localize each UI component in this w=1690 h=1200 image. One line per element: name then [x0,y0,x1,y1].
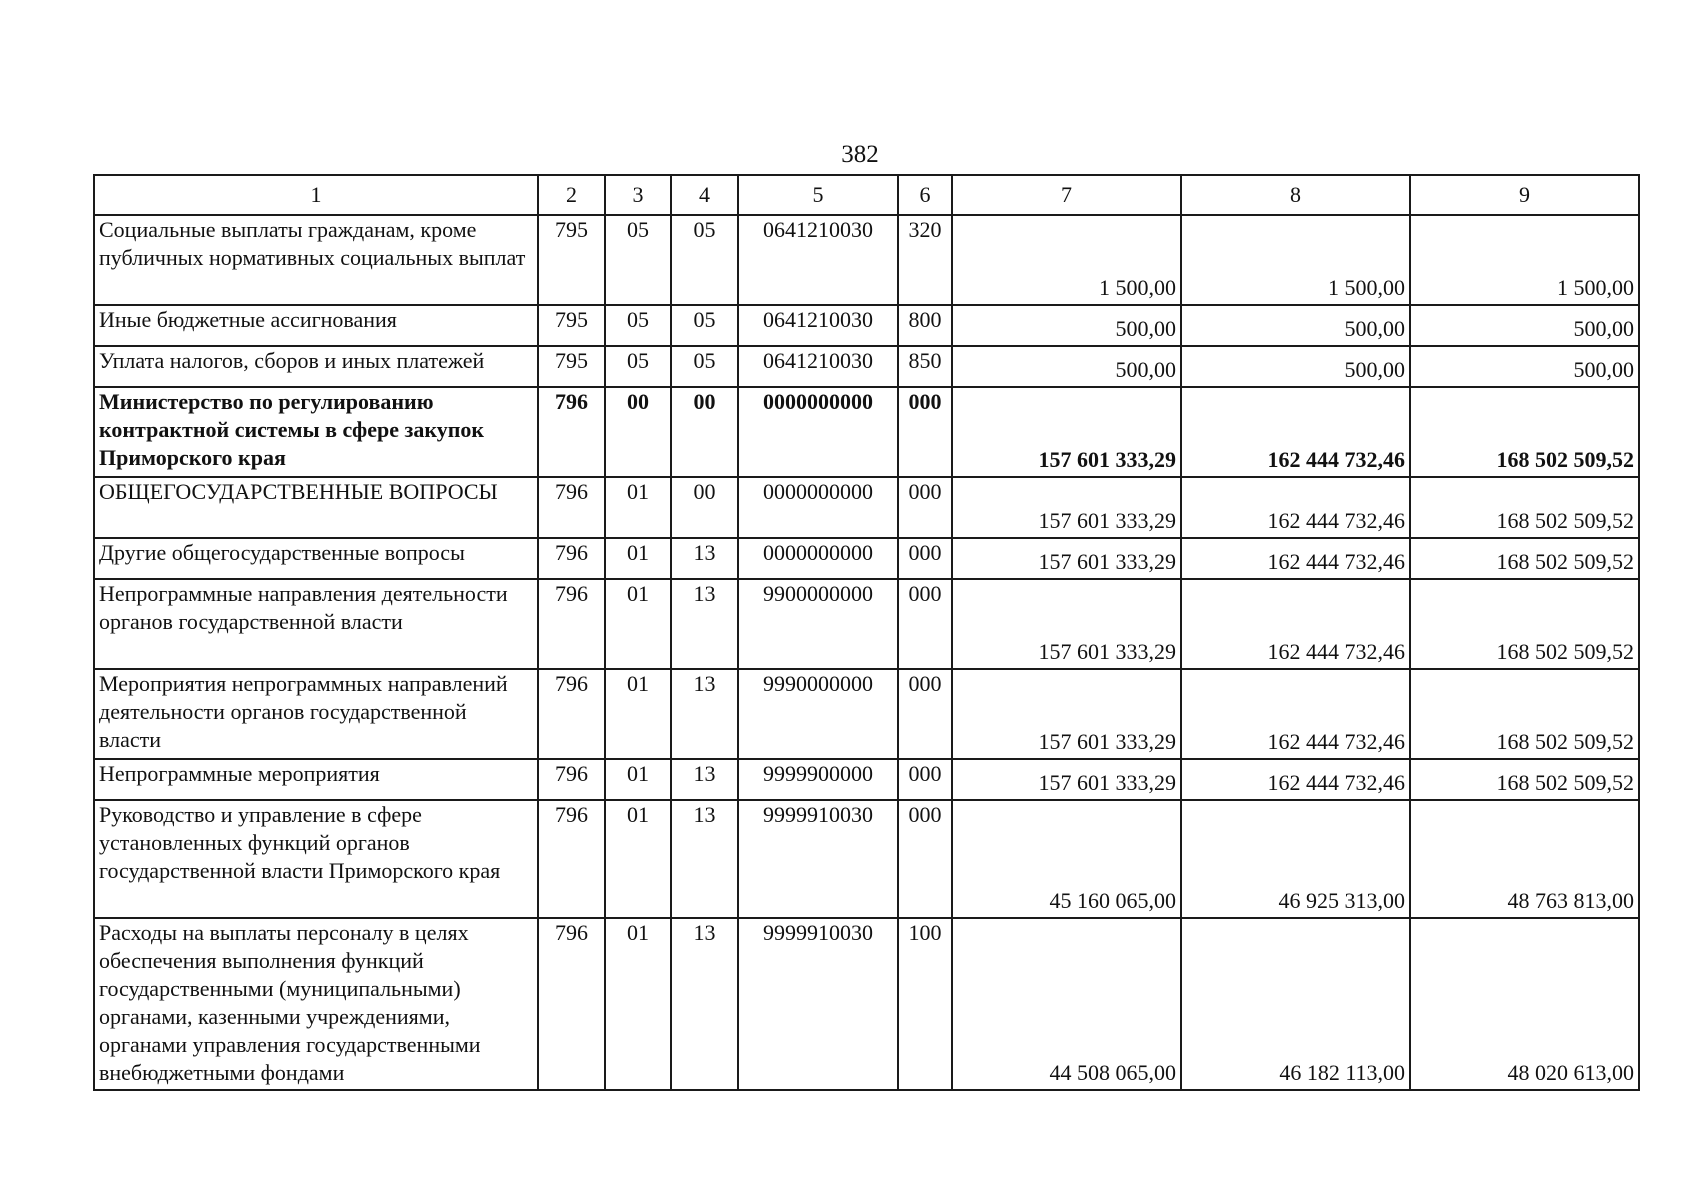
target-article-cell: 0641210030 [738,215,898,305]
code-cell: 796 [538,669,605,759]
amount-cell: 157 601 333,29 [952,669,1181,759]
expense-type-cell: 000 [898,800,952,918]
target-article-cell: 0641210030 [738,346,898,387]
table-row [94,800,1639,918]
section-cell: 01 [605,800,671,918]
amount-cell: 162 444 732,46 [1181,669,1410,759]
expense-type-cell: 000 [898,579,952,669]
amount-cell: 168 502 509,52 [1410,477,1639,538]
amount-cell: 162 444 732,46 [1181,579,1410,669]
section-cell: 01 [605,669,671,759]
table-row [94,759,1639,800]
expense-type-cell: 100 [898,918,952,1090]
code-cell: 796 [538,918,605,1090]
subsection-cell: 05 [671,215,738,305]
amount-cell: 44 508 065,00 [952,918,1181,1090]
expense-type-cell: 000 [898,387,952,477]
amount-cell: 157 601 333,29 [952,759,1181,800]
subsection-cell: 13 [671,759,738,800]
row-name-cell: Руководство и управление в сфере установленных функций органов государственной власти Приморского края [94,800,538,918]
table-row [94,918,1639,1090]
target-article-cell: 9900000000 [738,579,898,669]
amount-cell: 162 444 732,46 [1181,759,1410,800]
header-cell: 5 [738,175,898,215]
amount-cell: 157 601 333,29 [952,538,1181,579]
amount-cell: 157 601 333,29 [952,387,1181,477]
target-article-cell: 0000000000 [738,387,898,477]
amount-cell: 500,00 [1181,305,1410,346]
target-article-cell: 0000000000 [738,538,898,579]
row-name-cell: Мероприятия непрограммных направлений деятельности органов государственной власти [94,669,538,759]
code-cell: 796 [538,579,605,669]
subsection-cell: 13 [671,579,738,669]
subsection-cell: 13 [671,800,738,918]
section-cell: 05 [605,305,671,346]
page-number: 382 [841,141,879,168]
amount-cell: 500,00 [1181,346,1410,387]
amount-cell: 1 500,00 [1410,215,1639,305]
target-article-cell: 9999900000 [738,759,898,800]
expense-type-cell: 000 [898,477,952,538]
code-cell: 796 [538,800,605,918]
target-article-cell: 0000000000 [738,477,898,538]
amount-cell: 168 502 509,52 [1410,759,1639,800]
row-name-cell: Уплата налогов, сборов и иных платежей [94,346,538,387]
amount-cell: 168 502 509,52 [1410,387,1639,477]
subsection-cell: 13 [671,918,738,1090]
table-row [94,538,1639,579]
row-name-cell: ОБЩЕГОСУДАРСТВЕННЫЕ ВОПРОСЫ [94,477,538,538]
amount-cell: 162 444 732,46 [1181,387,1410,477]
code-cell: 796 [538,387,605,477]
row-name-cell: Расходы на выплаты персоналу в целях обеспечения выполнения функций государственными (муниципальными) органами, казенными учреждениями, органами управления государственными внебюджетными фондами [94,918,538,1090]
row-name-cell: Иные бюджетные ассигнования [94,305,538,346]
table-header-row [94,175,1639,215]
header-cell: 7 [952,175,1181,215]
target-article-cell: 9999910030 [738,918,898,1090]
section-cell: 00 [605,387,671,477]
amount-cell: 46 925 313,00 [1181,800,1410,918]
code-cell: 796 [538,538,605,579]
expense-type-cell: 850 [898,346,952,387]
subsection-cell: 00 [671,477,738,538]
table-row [94,215,1639,305]
subsection-cell: 05 [671,305,738,346]
amount-cell: 500,00 [952,346,1181,387]
target-article-cell: 9999910030 [738,800,898,918]
section-cell: 01 [605,538,671,579]
amount-cell: 162 444 732,46 [1181,477,1410,538]
amount-cell: 168 502 509,52 [1410,538,1639,579]
section-cell: 01 [605,759,671,800]
table-row [94,669,1639,759]
budget-table [93,174,1640,1091]
amount-cell: 162 444 732,46 [1181,538,1410,579]
amount-cell: 168 502 509,52 [1410,669,1639,759]
code-cell: 796 [538,759,605,800]
row-name-cell: Непрограммные направления деятельности органов государственной власти [94,579,538,669]
section-cell: 05 [605,346,671,387]
header-cell: 4 [671,175,738,215]
expense-type-cell: 000 [898,669,952,759]
code-cell: 795 [538,215,605,305]
target-article-cell: 0641210030 [738,305,898,346]
expense-type-cell: 000 [898,759,952,800]
section-cell: 01 [605,579,671,669]
amount-cell: 157 601 333,29 [952,477,1181,538]
header-cell: 2 [538,175,605,215]
row-name-cell: Министерство по регулированию контрактной системы в сфере закупок Приморского края [94,387,538,477]
amount-cell: 45 160 065,00 [952,800,1181,918]
table-row [94,477,1639,538]
subsection-cell: 13 [671,669,738,759]
amount-cell: 157 601 333,29 [952,579,1181,669]
table-row [94,346,1639,387]
amount-cell: 48 763 813,00 [1410,800,1639,918]
amount-cell: 500,00 [1410,305,1639,346]
row-name-cell: Другие общегосударственные вопросы [94,538,538,579]
header-cell: 1 [94,175,538,215]
header-cell: 8 [1181,175,1410,215]
section-cell: 05 [605,215,671,305]
section-cell: 01 [605,477,671,538]
header-cell: 6 [898,175,952,215]
table-row [94,305,1639,346]
code-cell: 795 [538,305,605,346]
amount-cell: 48 020 613,00 [1410,918,1639,1090]
row-name-cell: Непрограммные мероприятия [94,759,538,800]
header-cell: 3 [605,175,671,215]
header-cell: 9 [1410,175,1639,215]
expense-type-cell: 000 [898,538,952,579]
target-article-cell: 9990000000 [738,669,898,759]
amount-cell: 500,00 [1410,346,1639,387]
expense-type-cell: 800 [898,305,952,346]
row-name-cell: Социальные выплаты гражданам, кроме публичных нормативных социальных выплат [94,215,538,305]
amount-cell: 168 502 509,52 [1410,579,1639,669]
table-row [94,579,1639,669]
table-row [94,387,1639,477]
amount-cell: 1 500,00 [1181,215,1410,305]
subsection-cell: 05 [671,346,738,387]
subsection-cell: 00 [671,387,738,477]
amount-cell: 1 500,00 [952,215,1181,305]
code-cell: 796 [538,477,605,538]
amount-cell: 500,00 [952,305,1181,346]
code-cell: 795 [538,346,605,387]
expense-type-cell: 320 [898,215,952,305]
section-cell: 01 [605,918,671,1090]
subsection-cell: 13 [671,538,738,579]
amount-cell: 46 182 113,00 [1181,918,1410,1090]
